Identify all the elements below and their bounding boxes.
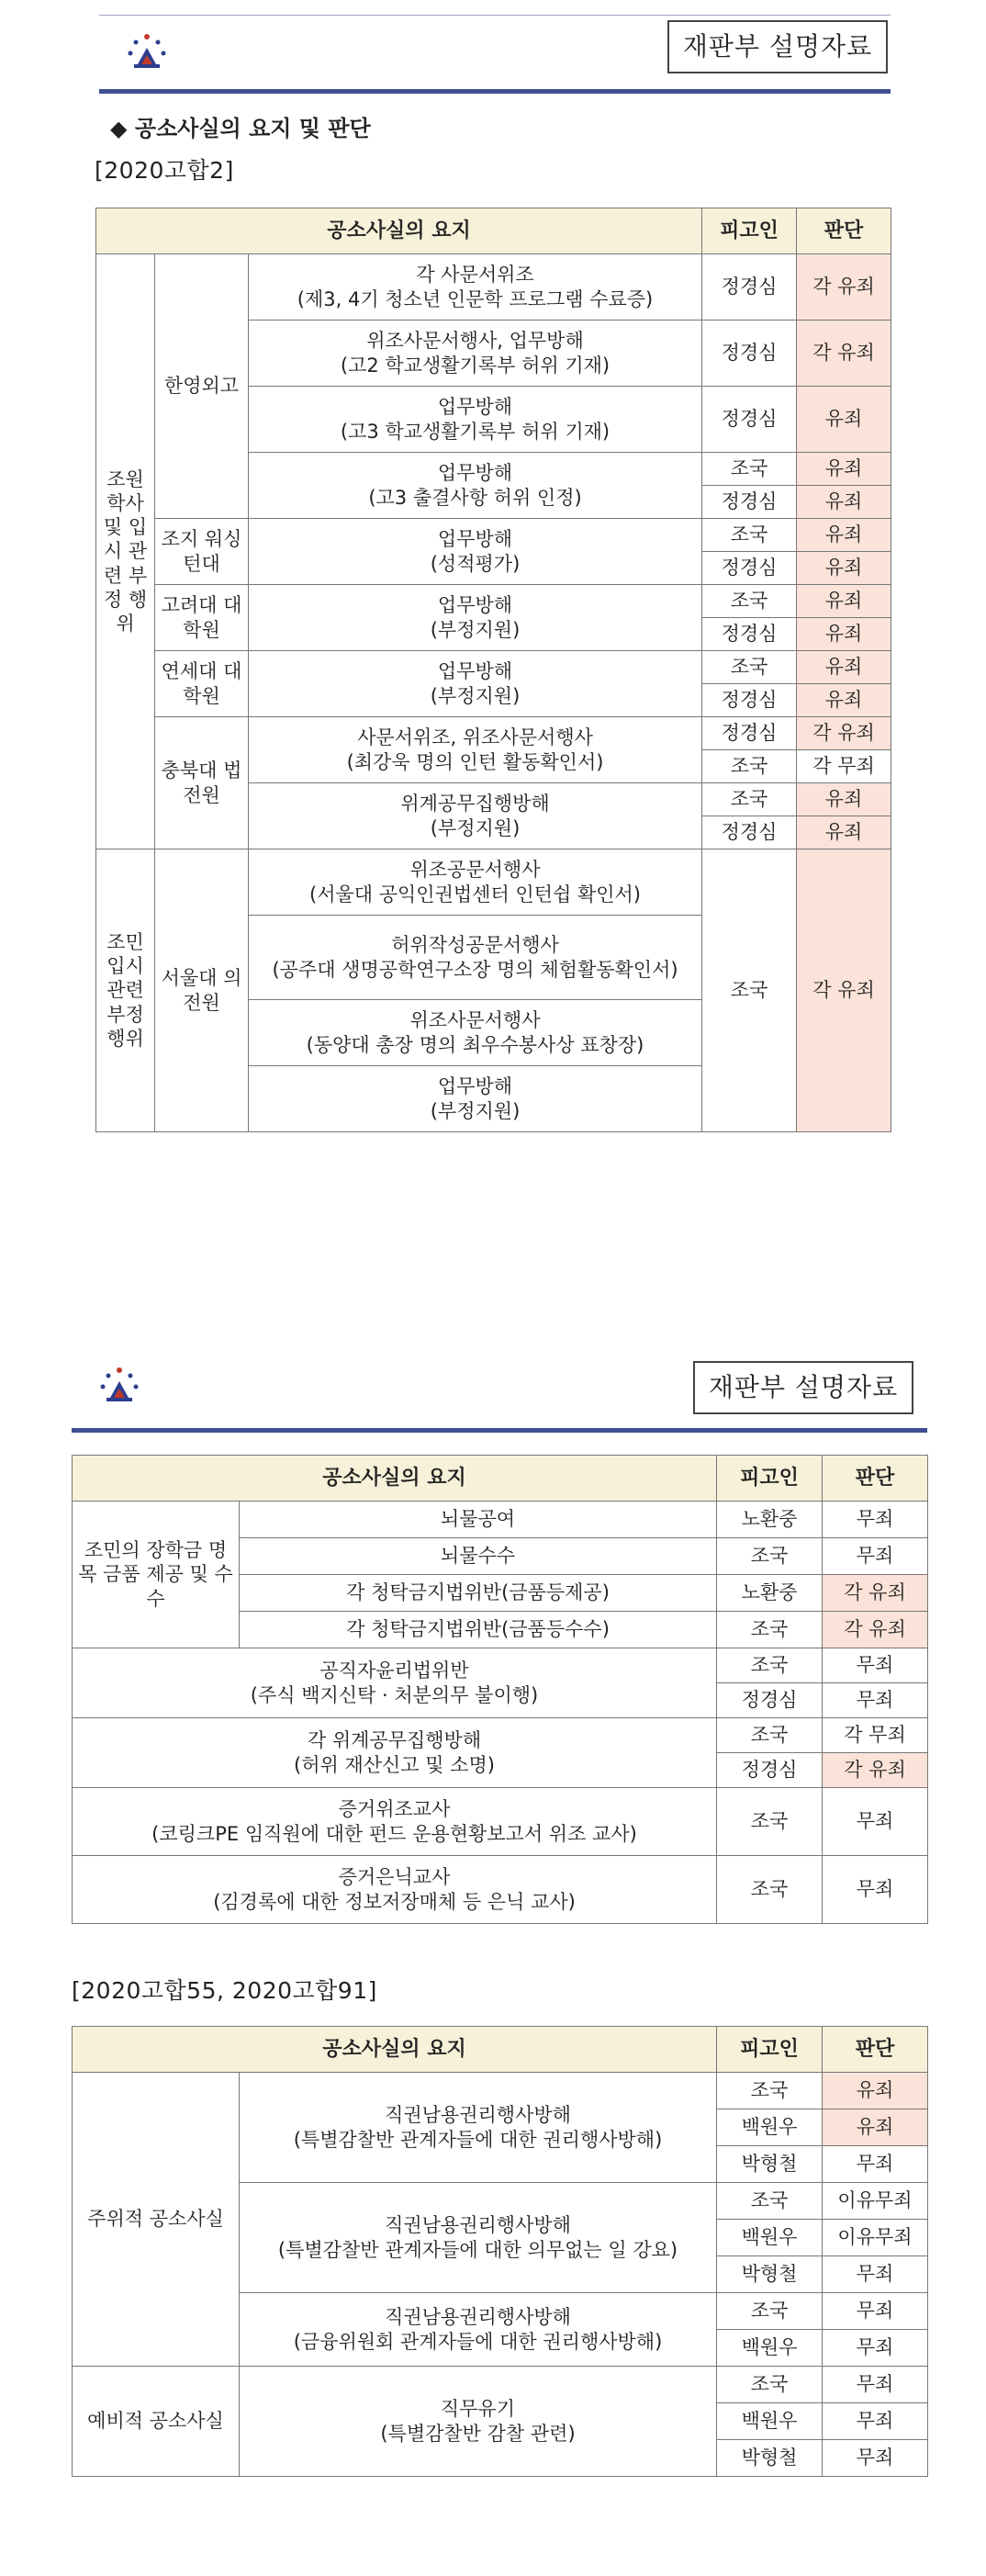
table-row: 직권남용권리행사방해 (금융위원회 관계자들에 대한 권리행사방해) bbox=[240, 2293, 717, 2367]
judgment-cell: 유죄 bbox=[797, 816, 891, 849]
table-row: 업무방해 (고3 출결사항 허위 인정) bbox=[249, 453, 702, 519]
judgment-cell: 각 유죄 bbox=[823, 1612, 928, 1648]
judgment-cell: 무죄 bbox=[823, 1683, 928, 1718]
defendant-cell: 조국 bbox=[702, 783, 797, 816]
judgment-cell: 각 유죄 bbox=[823, 1753, 928, 1788]
defendant-cell: 조국 bbox=[702, 519, 797, 552]
header-rule-top bbox=[99, 15, 891, 16]
judgment-cell: 유죄 bbox=[797, 519, 891, 552]
court-logo-icon bbox=[83, 1344, 154, 1416]
header-defendant: 피고인 bbox=[702, 208, 797, 254]
table-row: 공직자윤리법위반 (주식 백지신탁 · 처분의무 불이행) bbox=[73, 1648, 717, 1718]
judgment-cell: 무죄 bbox=[823, 2293, 928, 2330]
table-row: 업무방해 (부정지원) bbox=[249, 651, 702, 717]
judgment-cell: 유죄 bbox=[797, 651, 891, 684]
table-row: 각 위계공무집행방해 (허위 재산신고 및 소명) bbox=[73, 1718, 717, 1788]
judgment-cell: 무죄 bbox=[823, 2403, 928, 2440]
table-row: 위조사문서행사 (동양대 총장 명의 최우수봉사상 표창장) bbox=[249, 1000, 702, 1066]
judgment-cell: 유죄 bbox=[797, 684, 891, 717]
defendant-cell: 정경심 bbox=[702, 321, 797, 387]
table-row: 업무방해 (고3 학교생활기록부 허위 기재) bbox=[249, 387, 702, 453]
defendant-cell: 박형철 bbox=[717, 2146, 823, 2183]
defendant-cell: 조국 bbox=[717, 2293, 823, 2330]
judgment-cell: 각 유죄 bbox=[797, 321, 891, 387]
judgment-cell: 무죄 bbox=[823, 2146, 928, 2183]
group-alternative-charges: 예비적 공소사실 bbox=[73, 2367, 240, 2477]
defendant-cell: 조국 bbox=[702, 585, 797, 618]
table-row: 각 청탁금지법위반(금품등수수) bbox=[240, 1612, 717, 1648]
page-2 bbox=[0, 1341, 986, 2576]
judgment-cell: 유죄 bbox=[797, 486, 891, 519]
defendant-cell: 정경심 bbox=[702, 254, 797, 321]
table-row: 허위작성공문서행사 (공주대 생명공학연구소장 명의 체험활동확인서) bbox=[249, 916, 702, 1000]
defendant-cell: 백원우 bbox=[717, 2403, 823, 2440]
defendant-cell: 정경심 bbox=[702, 717, 797, 750]
table-row: 뇌물공여 bbox=[240, 1502, 717, 1538]
defendant-cell: 조국 bbox=[702, 651, 797, 684]
document-label: 재판부 설명자료 bbox=[667, 20, 888, 73]
judgment-cell: 무죄 bbox=[823, 1788, 928, 1856]
judgment-cell: 유죄 bbox=[797, 783, 891, 816]
judgment-cell: 유죄 bbox=[797, 585, 891, 618]
judgment-cell: 무죄 bbox=[823, 2256, 928, 2293]
judgment-cell: 이유무죄 bbox=[823, 2183, 928, 2220]
table-2020-gohap-55-91 bbox=[72, 2026, 928, 2477]
judgment-cell: 무죄 bbox=[823, 1856, 928, 1924]
defendant-cell: 조국 bbox=[717, 2367, 823, 2403]
header-judgment: 판단 bbox=[797, 208, 891, 254]
defendant-cell: 백원우 bbox=[717, 2220, 823, 2256]
table-row: 직권남용권리행사방해 (특별감찰반 관계자들에 대한 권리행사방해) bbox=[240, 2073, 717, 2183]
defendant-cell: 조국 bbox=[717, 2073, 823, 2109]
judgment-cell: 무죄 bbox=[823, 1538, 928, 1575]
header-summary: 공소사실의 요지 bbox=[73, 2027, 717, 2073]
table-row: 각 청탁금지법위반(금품등제공) bbox=[240, 1575, 717, 1612]
institution-yonsei: 연세대 대학원 bbox=[155, 651, 249, 717]
table-2020-gohap-2-cont bbox=[72, 1455, 928, 1924]
institution-joji: 조지 워싱턴대 bbox=[155, 519, 249, 585]
defendant-cell: 노환중 bbox=[717, 1575, 823, 1612]
document-label: 재판부 설명자료 bbox=[693, 1361, 913, 1414]
header-rule bbox=[72, 1428, 927, 1433]
table-row: 업무방해 (부정지원) bbox=[249, 585, 702, 651]
defendant-cell: 백원우 bbox=[717, 2330, 823, 2367]
table-row: 증거위조교사 (코링크PE 임직원에 대한 펀드 운용현황보고서 위조 교사) bbox=[73, 1788, 717, 1856]
defendant-cell: 박형철 bbox=[717, 2440, 823, 2477]
defendant-cell: 정경심 bbox=[702, 486, 797, 519]
case-number-2: [2020고합55, 2020고합91] bbox=[72, 1977, 377, 2004]
defendant-cell: 조국 bbox=[702, 453, 797, 486]
judgment-cell: 유죄 bbox=[797, 618, 891, 651]
defendant-cell: 조국 bbox=[717, 1856, 823, 1924]
judgment-cell: 무죄 bbox=[823, 2367, 928, 2403]
table-row: 위조공문서행사 (서울대 공익인권법센터 인턴쉽 확인서) bbox=[249, 849, 702, 916]
court-logo-icon bbox=[110, 11, 182, 83]
group-jomin: 조민 입시 관련 부정 행위 bbox=[96, 849, 155, 1132]
judgment-cell: 무죄 bbox=[823, 1648, 928, 1683]
judgment-cell: 유죄 bbox=[797, 552, 891, 585]
header-judgment: 판단 bbox=[823, 2027, 928, 2073]
section-title: ◆ 공소사실의 요지 및 판단 bbox=[110, 116, 371, 141]
header-rule bbox=[99, 89, 891, 94]
defendant-cell: 정경심 bbox=[717, 1683, 823, 1718]
judgment-cell: 이유무죄 bbox=[823, 2220, 928, 2256]
table-row: 증거은닉교사 (김경록에 대한 정보저장매체 등 은닉 교사) bbox=[73, 1856, 717, 1924]
defendant-cell: 정경심 bbox=[702, 816, 797, 849]
table-row: 뇌물수수 bbox=[240, 1538, 717, 1575]
judgment-cell: 무죄 bbox=[823, 1502, 928, 1538]
defendant-cell: 정경심 bbox=[702, 684, 797, 717]
judgment-cell: 각 무죄 bbox=[797, 750, 891, 783]
group-scholarship: 조민의 장학금 명목 금품 제공 및 수수 bbox=[73, 1502, 240, 1648]
institution-hanyoung: 한영외고 bbox=[155, 254, 249, 519]
institution-snu: 서울대 의전원 bbox=[155, 849, 249, 1132]
defendant-cell: 조국 bbox=[702, 849, 797, 1132]
judgment-cell: 유죄 bbox=[797, 453, 891, 486]
table-2020-gohap-2 bbox=[95, 208, 891, 1132]
table-row: 사문서위조, 위조사문서행사 (최강욱 명의 인턴 활동확인서) bbox=[249, 717, 702, 783]
table-row: 위조사문서행사, 업무방해 (고2 학교생활기록부 허위 기재) bbox=[249, 321, 702, 387]
judgment-cell: 각 유죄 bbox=[823, 1575, 928, 1612]
table-row: 각 사문서위조 (제3, 4기 청소년 인문학 프로그램 수료증) bbox=[249, 254, 702, 321]
defendant-cell: 조국 bbox=[717, 2183, 823, 2220]
judgment-cell: 유죄 bbox=[797, 387, 891, 453]
institution-chungbuk: 충북대 법전원 bbox=[155, 717, 249, 849]
judgment-cell: 각 유죄 bbox=[797, 849, 891, 1132]
page-1 bbox=[0, 0, 986, 1286]
judgment-cell: 각 유죄 bbox=[797, 254, 891, 321]
defendant-cell: 조국 bbox=[717, 1538, 823, 1575]
defendant-cell: 정경심 bbox=[702, 387, 797, 453]
table-row: 직권남용권리행사방해 (특별감찰반 관계자들에 대한 의무없는 일 강요) bbox=[240, 2183, 717, 2293]
header-judgment: 판단 bbox=[823, 1456, 928, 1502]
judgment-cell: 무죄 bbox=[823, 2330, 928, 2367]
judgment-cell: 각 유죄 bbox=[797, 717, 891, 750]
defendant-cell: 정경심 bbox=[702, 552, 797, 585]
defendant-cell: 조국 bbox=[702, 750, 797, 783]
header-summary: 공소사실의 요지 bbox=[96, 208, 702, 254]
defendant-cell: 조국 bbox=[717, 1788, 823, 1856]
judgment-cell: 유죄 bbox=[823, 2073, 928, 2109]
table-row: 업무방해 (성적평가) bbox=[249, 519, 702, 585]
defendant-cell: 노환중 bbox=[717, 1502, 823, 1538]
table-row: 업무방해 (부정지원) bbox=[249, 1066, 702, 1132]
defendant-cell: 조국 bbox=[717, 1612, 823, 1648]
judgment-cell: 유죄 bbox=[823, 2109, 928, 2146]
defendant-cell: 박형철 bbox=[717, 2256, 823, 2293]
defendant-cell: 조국 bbox=[717, 1718, 823, 1753]
header-defendant: 피고인 bbox=[717, 2027, 823, 2073]
table-row: 위계공무집행방해 (부정지원) bbox=[249, 783, 702, 849]
institution-korea: 고려대 대학원 bbox=[155, 585, 249, 651]
judgment-cell: 각 무죄 bbox=[823, 1718, 928, 1753]
case-number-1: [2020고합2] bbox=[95, 157, 234, 184]
defendant-cell: 백원우 bbox=[717, 2109, 823, 2146]
group-primary-charges: 주위적 공소사실 bbox=[73, 2073, 240, 2367]
defendant-cell: 조국 bbox=[717, 1648, 823, 1683]
defendant-cell: 정경심 bbox=[702, 618, 797, 651]
group-joweon: 조원 학사 및 입시 관련 부정 행위 bbox=[96, 254, 155, 849]
judgment-cell: 무죄 bbox=[823, 2440, 928, 2477]
table-row: 직무유기 (특별감찰반 감찰 관련) bbox=[240, 2367, 717, 2477]
header-summary: 공소사실의 요지 bbox=[73, 1456, 717, 1502]
defendant-cell: 정경심 bbox=[717, 1753, 823, 1788]
header-defendant: 피고인 bbox=[717, 1456, 823, 1502]
